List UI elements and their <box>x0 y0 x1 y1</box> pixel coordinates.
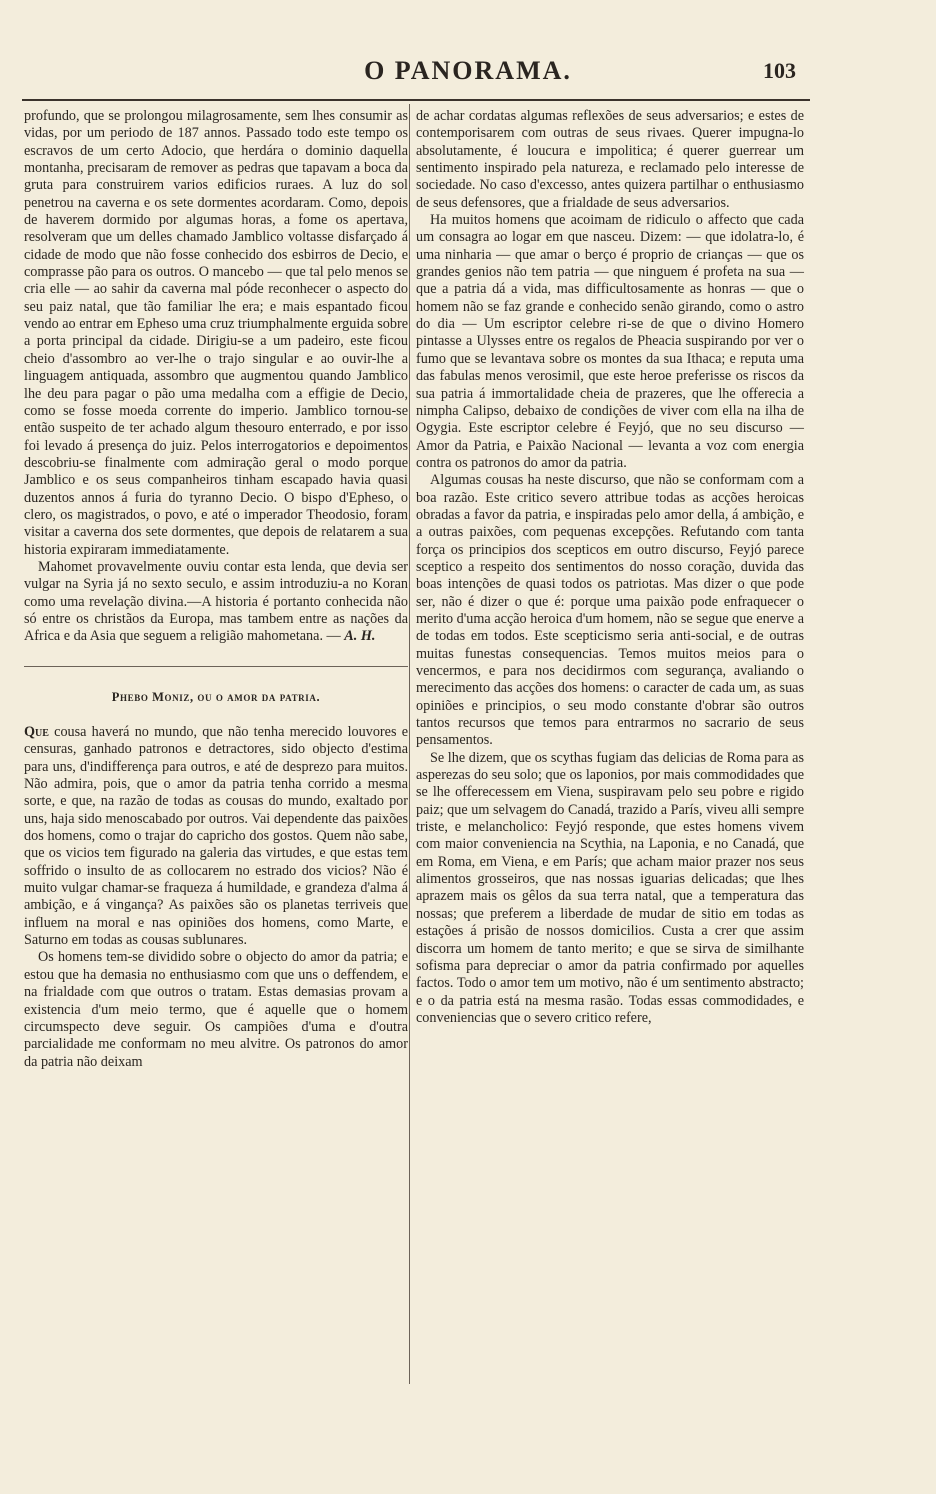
page-number: 103 <box>763 58 796 83</box>
paragraph: Se lhe dizem, que os scythas fugiam das delicias de Roma para as asperezas do seu solo; que os laponios, por mais commodidades que se lhe offerecessem em Viena, suspiravam pelo seu pobre e rigido paiz; que um selvagem do Canadá, trazido a París, viveu alli sempre triste, e melancholico: Feyjó responde, que estes homens vivem com maior conveniencia na Scythia, na Laponia, e no Canadá, que em Roma, em Viena, e em París; que acham maior prazer nos seus alimentos grosseiros, que nas nossas iguarias delicadas; que lhes aprazem mais os gêlos da sua terra natal, que a temperatura das nossas; que preferem a liberdade de mudar de sitio em todas as estações á prisão de nossos domicilios. Custa a crer que assim discorra um homem de tanto merito; e que se sirva de similhante sofisma para depreciar o amor da patria confirmado por aquelles factos. Todo o amor tem um motivo, não é um sentimento abstracto; e o da patria está na mesma rasão. Todas essas commodidades, e conveniencias que o severo critico refere, <box>416 749 804 1026</box>
running-title: O PANORAMA. <box>364 56 572 85</box>
paragraph-text: Mahomet provavelmente ouviu contar esta lenda, que devia ser vulgar na Syria já no sexto seculo, e assim introduziu-a no Koran como uma revelação divina.—A historia é portanto conhecida não só entre os christãos da Europa, mas tambem entre as nações da Africa e da Asia que seguem a religião mahometana. — <box>24 558 408 645</box>
paragraph: de achar cordatas algumas reflexões de seus adversarios; e estes de contemporisarem com outras de seus rivaes. Querer impugna-lo absolutamente, é loucura e impolitica; é querer guerrear um sentimento inspirado pela natureza, e reclamado pelo interesse de sociedade. No caso d'excesso, antes quizera partilhar o enthusiasmo de seus defensores, que a frialdade de seus adversarios. <box>416 108 804 211</box>
author-signature: A. H. <box>344 628 376 645</box>
page-header <box>0 56 936 96</box>
article-title: Phebo Moniz, ou o amor da patria. <box>111 689 321 704</box>
column-divider <box>409 104 410 1384</box>
paragraph: Os homens tem-se dividido sobre o objecto do amor da patria; e estou que ha demasia no enthusiasmo com que uns o deffendem, e na frialdade com que outros o tratam. Estas demasias provam a existencia d'um meio termo, que é aquelle que o homem circumspecto deve seguir. Os campiões d'uma e d'outra parcialidade me conformam no meu alvitre. Os patronos do amor da patria não deixam <box>24 949 408 1070</box>
paragraph <box>24 559 408 646</box>
paragraph: Ha muitos homens que acoimam de ridiculo o affecto que cada um consagra ao logar em que nasceu. Dizem: — que idolatra-lo, é uma ninharia — que amar o berço é proprio de crianças — que os grandes genios não tem patria — que ninguem é profeta na sua — que a patria dá a vida, mas difficultosamente as honras — que o homem não se faz grande e conhecido senão girando, como o astro do dia — Um escriptor celebre ri-se de que o divino Homero pintasse a Ulysses entre os regalos de Pheacia suspirando por ver o fumo que se levantava sobre os montes da sua Ithaca; e reputa uma das fabulas menos verosimil, que este heroe preferisse os riscos da sua patria á immortalidade cheia de prazeres, que lhe offerecia a nimpha Calipso, debaixo de condições de viver com ella na ilha de Ogygia. Este escriptor celebre é Feyjó, que no seu discurso — Amor da Patria, e Paixão Nacional — levanta a voz com energia contra os patronos do amor da patria. <box>416 212 804 471</box>
paragraph-text: cousa haverá no mundo, que não tenha merecido louvores e censuras, ganhado patronos e detractores, sido objecto d'estima para uns, d'indifferença para outros, e até de desprezo para muitos. Não admira, pois, que o amor da patria tenha corrido a mesma sorte, e que, na razão de todas as cousas do mundo, exaltado por uns, haja sido menoscabado por outros. Vai dependente das paixões dos homens, como o trajar do capricho dos gostos. Quem não sabe, que os vicios tem figurado na galeria das virtudes, e que estas tem soffrido o insulto de as collocarem no estrado dos vicios? Não é muito vulgar chamar-se fraqueza á humildade, e grandeza d'alma á ambição, e á vingança? As paixões são os planetas terriveis que influem na moral e nas opiniões dos homens, como Marte, e Saturno em todas as cousas sublunares. <box>24 724 408 949</box>
header-rule <box>22 99 810 101</box>
paragraph: profundo, que se prolongou milagrosamente, sem lhes consumir as vidas, por um periodo de 187 annos. Passado todo este tempo os escravos de um certo Adocio, que herdára o dominio daquella montanha, precisaram de remover as pedras que tapavam a boca da gruta para construirem varios edificios ruraes. A luz do sol penetrou na caverna e os sete dormentes acordaram. Como, depois de haverem dormido por algumas horas, a fome os apertava, resolveram que um delles chamado Jamblico voltasse disfarçado á cidade de modo que não fosse conhecido dos esbirros de Decio, e comprasse pão para os outros. O mancebo — que tal pelo menos se cria elle — ao sahir da caverna mal póde reconhecer o aspecto do seu paiz natal, que tão familiar lhe era; e mais espantado ficou vendo ao entrar em Epheso uma cruz triumphalmente erguida sobre a porta principal da cidade. Dirigiu-se a um padeiro, este ficou cheio d'assombro ao ver-lhe o trajo singular e ao ouvir-lhe a linguagem antiquada, assombro que augmentou quando Jamblico lhe deu para pagar o pão uma medalha com a effigie de Decio, como se fosse moeda corrente do imperio. Jamblico tornou-se então suspeito de ter achado algum thesouro enterrado, e por isso foi levado á presença do juiz. Pelos interrogatorios e depoimentos descobriu-se finalmente com admiração geral o modo porque Jamblico e os seus companheiros tinham escapado havia quasi duzentos annos á furia do tyranno Decio. O bispo d'Epheso, o clero, os magistrados, o povo, e até o imperador Theodosio, foram visitar a caverna dos sete dormentes, que depois de relatarem a sua historia expiraram immediatamente. <box>24 108 408 558</box>
article-separator <box>24 666 408 667</box>
right-column <box>416 108 804 1027</box>
left-column <box>24 108 408 1071</box>
paragraph: Algumas cousas ha neste discurso, que não se conformam com a boa razão. Este critico severo attribue todas as acções heroicas obradas a favor da patria, e inspiradas pelo amor della, á ambição, e a outras paixões, com pequenas excepções. Refutando com tanta força os principios dos scepticos em outro discurso, Feyjó parece sceptico a respeito dos sentimentos do nosso coração, duvida das boas intenções de quasi todos os patriotas. Mas dizer o que pode ser, não é dizer o que é: porque uma paixão pode enfraquecer o merito d'uma acção heroica d'um homem, não se segue que enerve a de todas em todos. Este scepticismo seria anti-social, e de outras muitas funestas consequencias. Temos muitos meios para o vencermos, e para nos decidirmos com segurança, avaliando o merecimento das acções dos homens: o caracter de cada um, as suas opiniões e principios, o seu modo constante d'obrar são outros tantos recursos que temos para entrarmos no sacrario de seus pensamentos. <box>416 472 804 749</box>
opening-word: Que <box>24 724 49 740</box>
paragraph <box>24 724 408 949</box>
